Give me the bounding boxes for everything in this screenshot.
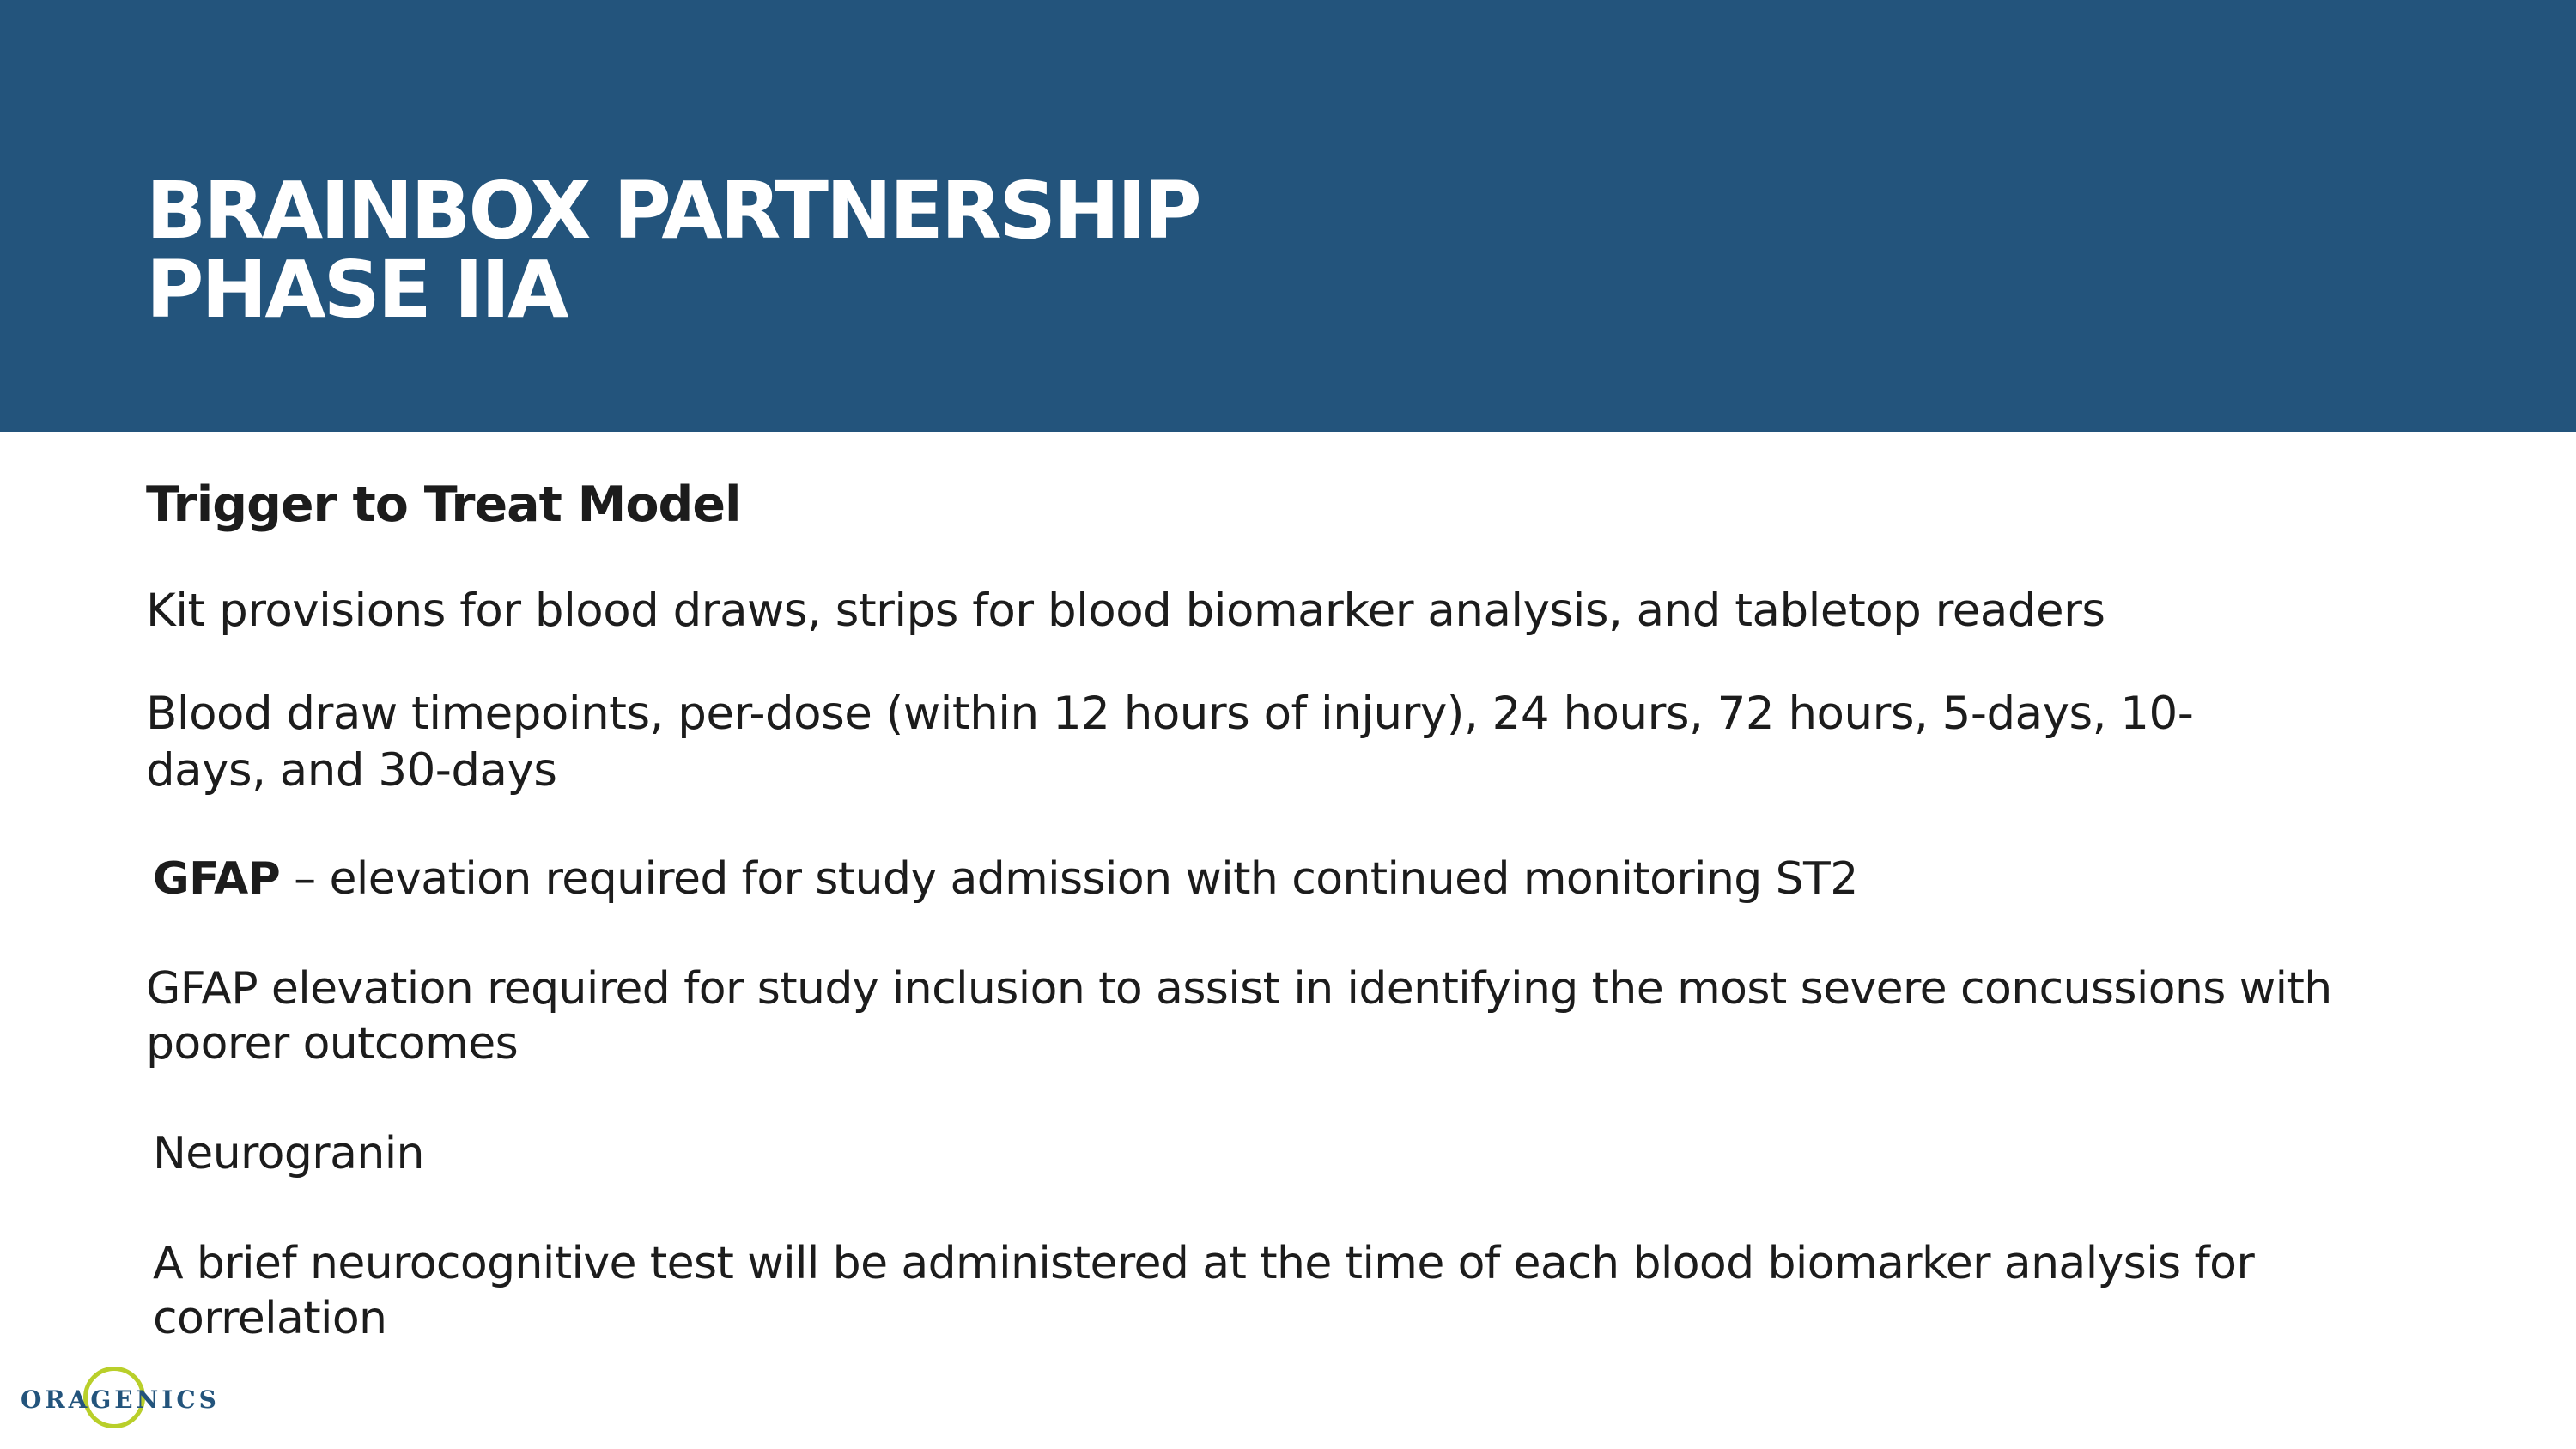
neurogranin-text: Neurogranin [153,1128,424,1179]
oragenics-logo [17,1365,220,1434]
timepoints-text-line-1: Blood draw timepoints, per-dose (within 12 hours of injury), 24 hours, 72 hours, 5-days, 10- [146,688,2194,740]
gfap-text [153,852,1858,906]
header-band [0,0,2576,432]
kit-provisions-text: Kit provisions for blood draws, strips for blood biomarker analysis, and tabletop readers [146,585,2105,637]
timepoints-text-line-2: days, and 30-days [146,744,557,797]
section-subheading: Trigger to Treat Model [146,476,741,533]
neurocognitive-text-line-1: A brief neurocognitive test will be administered at the time of each blood biomarker analysis for [153,1238,2255,1289]
slide-title-line-2: PHASE IIA [146,244,567,336]
slide-title [146,165,1200,336]
gfap-description: – elevation required for study admission with continued monitoring ST2 [280,853,1858,905]
neurocognitive-text-line-2: correlation [153,1293,387,1344]
slide-title-line-1: BRAINBOX PARTNERSHIP [146,165,1200,257]
inclusion-text-line-2: poorer outcomes [146,1018,519,1070]
gfap-label: GFAP [153,853,281,905]
logo-wordmark: ORAGENICS [21,1385,220,1414]
inclusion-text-line-1: GFAP elevation required for study inclusion to assist in identifying the most severe concussions with [146,963,2332,1015]
